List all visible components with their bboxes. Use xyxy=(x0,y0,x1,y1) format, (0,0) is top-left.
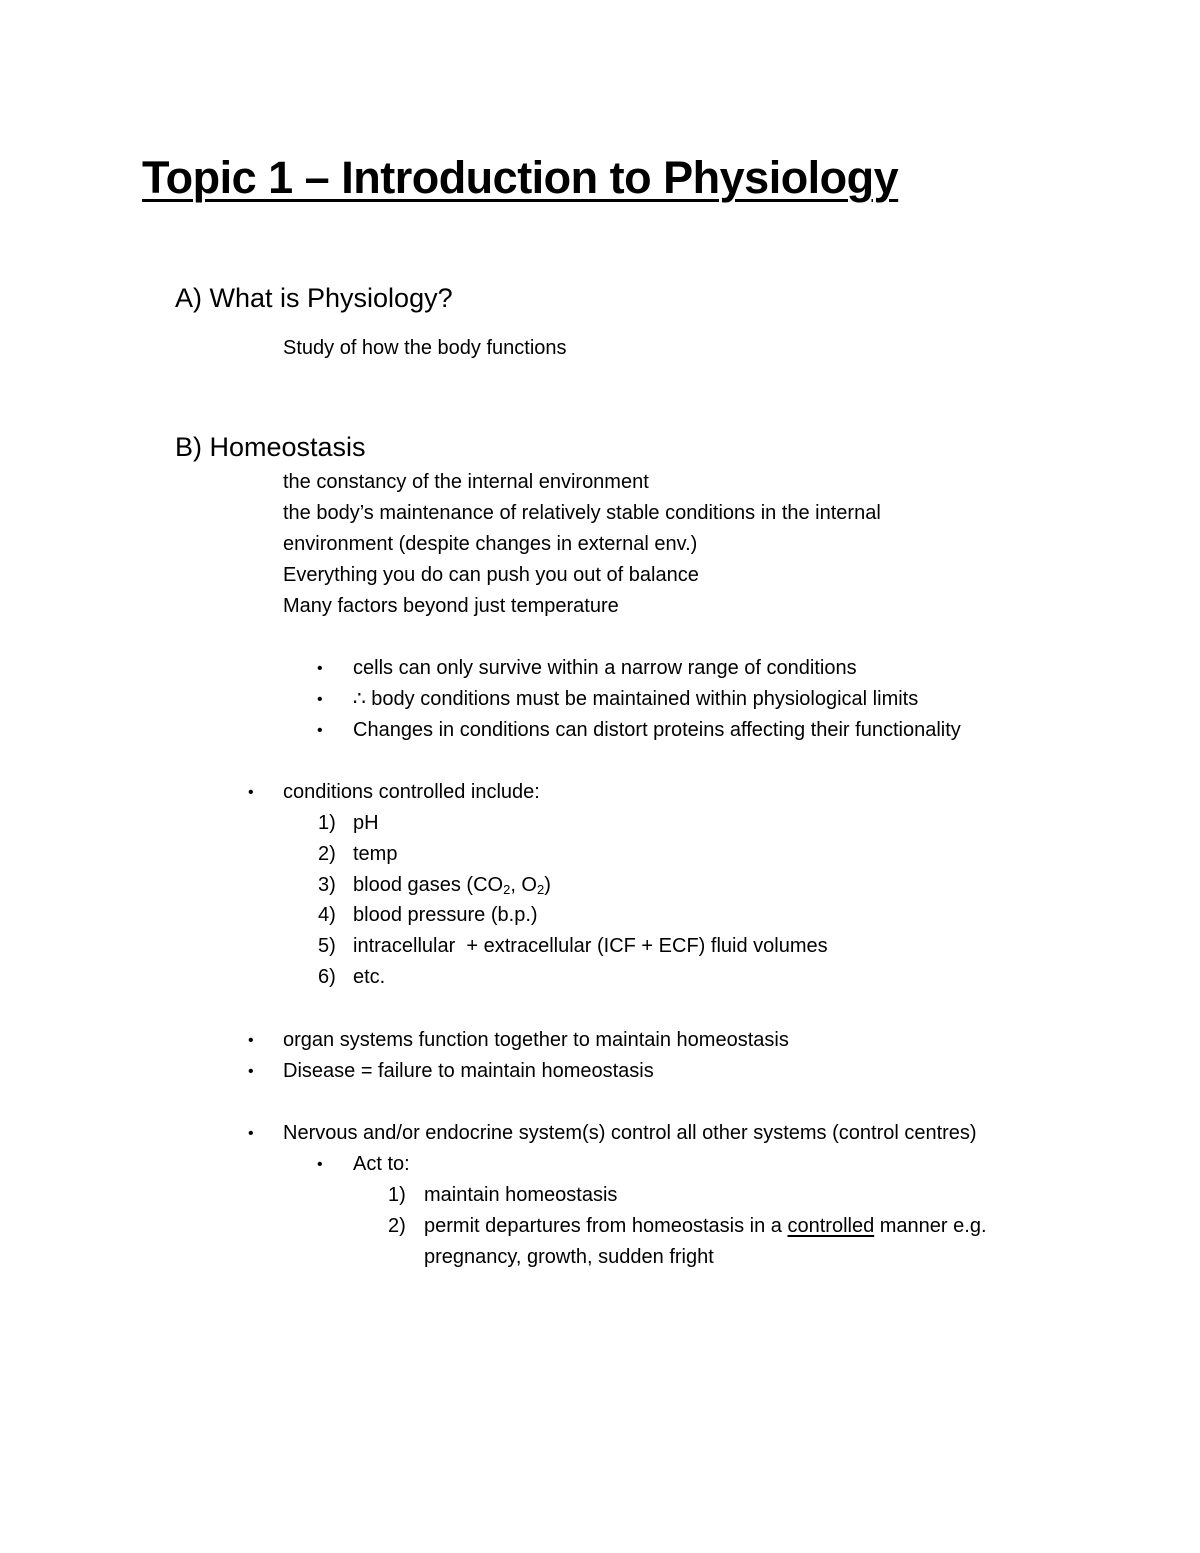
bullet-marker: • xyxy=(317,1156,323,1173)
nervous-bullet-item: Nervous and/or endocrine system(s) control all other systems (control centres) xyxy=(283,1122,977,1144)
section-a-heading: A) What is Physiology? xyxy=(175,283,453,313)
list-number: 2) xyxy=(388,1215,406,1237)
act-to-label: Act to: xyxy=(353,1153,410,1175)
bullet-marker: • xyxy=(248,784,254,801)
homeostasis-line: environment (despite changes in external env.) xyxy=(283,533,698,555)
bullet-marker: • xyxy=(317,660,323,677)
list-number: 1) xyxy=(388,1184,406,1206)
act-item-continuation: pregnancy, growth, sudden fright xyxy=(424,1246,714,1268)
section-a-definition: Study of how the body functions xyxy=(283,337,567,359)
conditions-intro: conditions controlled include: xyxy=(283,781,540,803)
condition-item: pH xyxy=(353,812,379,834)
list-number: 4) xyxy=(318,904,336,926)
homeostasis-line: Many factors beyond just temperature xyxy=(283,595,619,617)
bullet-marker: • xyxy=(317,691,323,708)
inner-bullet-item: cells can only survive within a narrow range of conditions xyxy=(353,657,857,679)
organ-bullet-item: Disease = failure to maintain homeostasis xyxy=(283,1060,654,1082)
condition-item: etc. xyxy=(353,966,386,988)
homeostasis-line: the constancy of the internal environment xyxy=(283,471,649,493)
list-number: 6) xyxy=(318,966,336,988)
inner-bullet-item: Changes in conditions can distort proteins affecting their functionality xyxy=(353,719,961,741)
section-b-heading: B) Homeostasis xyxy=(175,432,366,462)
list-number: 2) xyxy=(318,843,336,865)
homeostasis-line: the body’s maintenance of relatively stable conditions in the internal xyxy=(283,502,881,524)
act-item: maintain homeostasis xyxy=(424,1184,618,1206)
list-number: 1) xyxy=(318,812,336,834)
act-item: permit departures from homeostasis in a controlled manner e.g. xyxy=(424,1215,987,1237)
bullet-marker: • xyxy=(248,1063,254,1080)
condition-item: blood pressure (b.p.) xyxy=(353,904,538,926)
inner-bullet-item: ∴ body conditions must be maintained within physiological limits xyxy=(353,688,919,710)
page-title: Topic 1 – Introduction to Physiology xyxy=(142,152,899,203)
organ-bullet-item: organ systems function together to maintain homeostasis xyxy=(283,1029,789,1051)
list-number: 3) xyxy=(318,874,336,896)
list-number: 5) xyxy=(318,935,336,957)
condition-item: blood gases ($CO_2$, $O_2$) xyxy=(353,874,551,897)
underlined-word: controlled xyxy=(787,1215,875,1237)
bullet-marker: • xyxy=(248,1032,254,1049)
bullet-marker: • xyxy=(317,722,323,739)
condition-item: intracellular + extracellular (ICF + ECF) fluid volumes xyxy=(353,935,828,957)
condition-item: temp xyxy=(353,843,398,865)
bullet-marker: • xyxy=(248,1125,254,1142)
homeostasis-line: Everything you do can push you out of balance xyxy=(283,564,699,586)
